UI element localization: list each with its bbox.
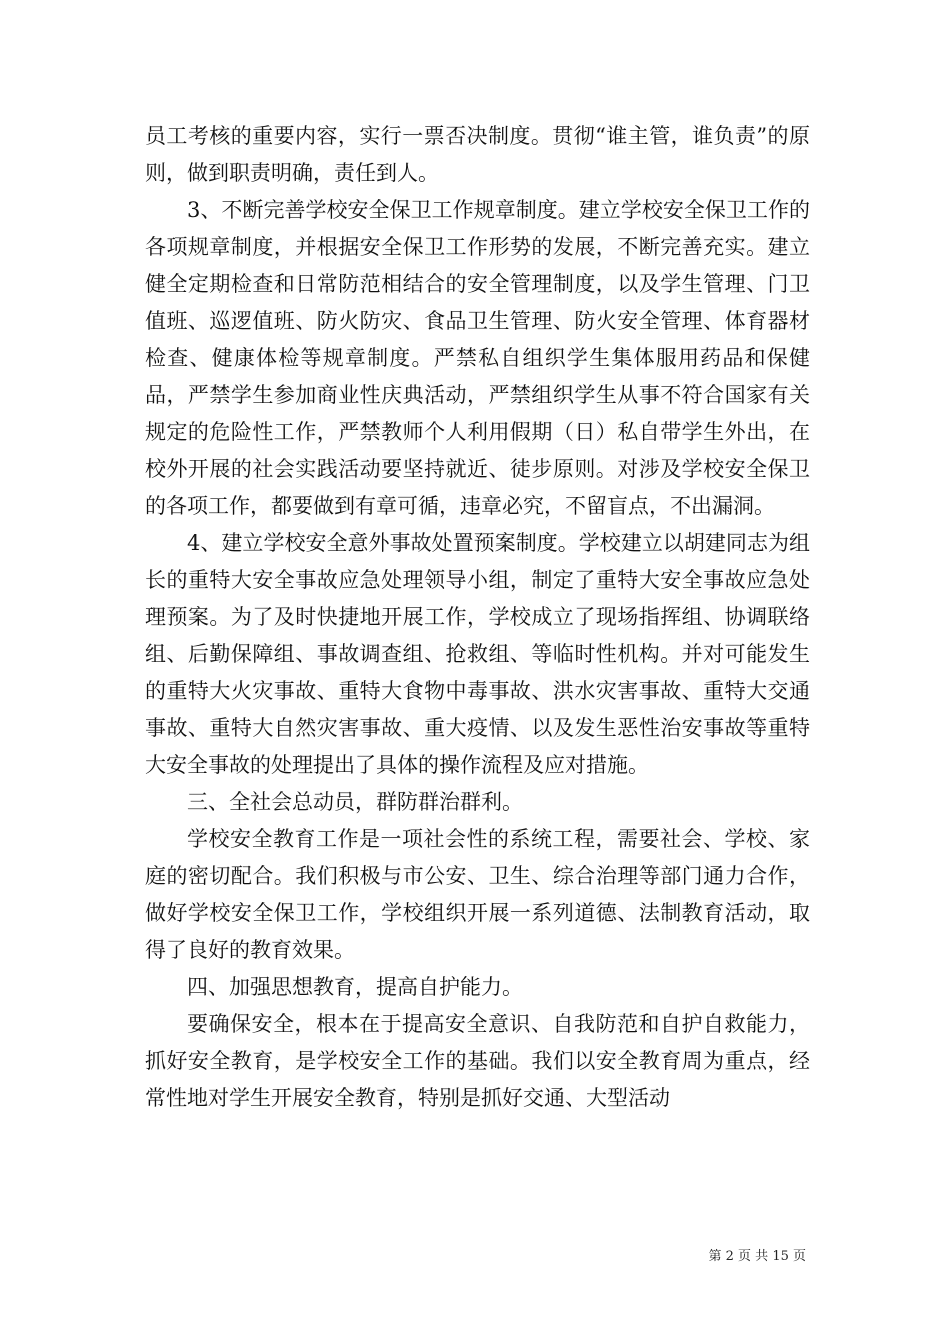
paragraph-continuation: 员工考核的重要内容，实行一票否决制度。贯彻“谁主管，谁负责”的原则，做到职责明确，责任到人。 (145, 124, 810, 185)
document-body (145, 118, 810, 1117)
paragraph-item-4: 4、建立学校安全意外事故处置预案制度。学校建立以胡建同志为组长的重特大安全事故应急处理领导小组，制定了重特大安全事故应急处理预案。为了及时快捷地开展工作，学校成立了现场指挥组、协调联络组、后勤保障组、事故调查组、抢救组、等临时性机构。并对可能发生的重特大火灾事故、重特大食物中毒事故、洪水灾害事故、重特大交通事故、重特大自然灾害事故、重大疫情、以及发生恶性治安事故等重特大安全事故的处理提出了具体的操作流程及应对措施。 (145, 531, 810, 777)
paragraph-section-3-body: 学校安全教育工作是一项社会性的系统工程，需要社会、学校、家庭的密切配合。我们积极与市公安、卫生、综合治理等部门通力合作，做好学校安全保卫工作，学校组织开展一系列道德、法制教育活动，取得了良好的教育效果。 (145, 827, 810, 962)
section-heading-4: 四、加强思想教育，提高自护能力。 (187, 975, 523, 999)
section-heading-3: 三、全社会总动员，群防群治群利。 (187, 790, 523, 814)
paragraph-item-3: 3、不断完善学校安全保卫工作规章制度。建立学校安全保卫工作的各项规章制度，并根据安全保卫工作形势的发展，不断完善充实。建立健全定期检查和日常防范相结合的安全管理制度，以及学生管理、门卫值班、巡逻值班、防火防灾、食品卫生管理、防火安全管理、体育器材检查、健康体检等规章制度。严禁私自组织学生集体服用药品和保健品，严禁学生参加商业性庆典活动，严禁组织学生从事不符合国家有关规定的危险性工作，严禁教师个人利用假期（日）私自带学生外出，在校外开展的社会实践活动要坚持就近、徒步原则。对涉及学校安全保卫的各项工作，都要做到有章可循，违章必究，不留盲点，不出漏洞。 (145, 198, 810, 518)
page-number-footer: 第 2 页 共 15 页 (708, 1249, 806, 1264)
paragraph-section-4-body: 要确保安全，根本在于提高安全意识、自我防范和自护自救能力，抓好安全教育，是学校安全工作的基础。我们以安全教育周为重点，经常性地对学生开展安全教育，特别是抓好交通、大型活动 (145, 1012, 810, 1110)
